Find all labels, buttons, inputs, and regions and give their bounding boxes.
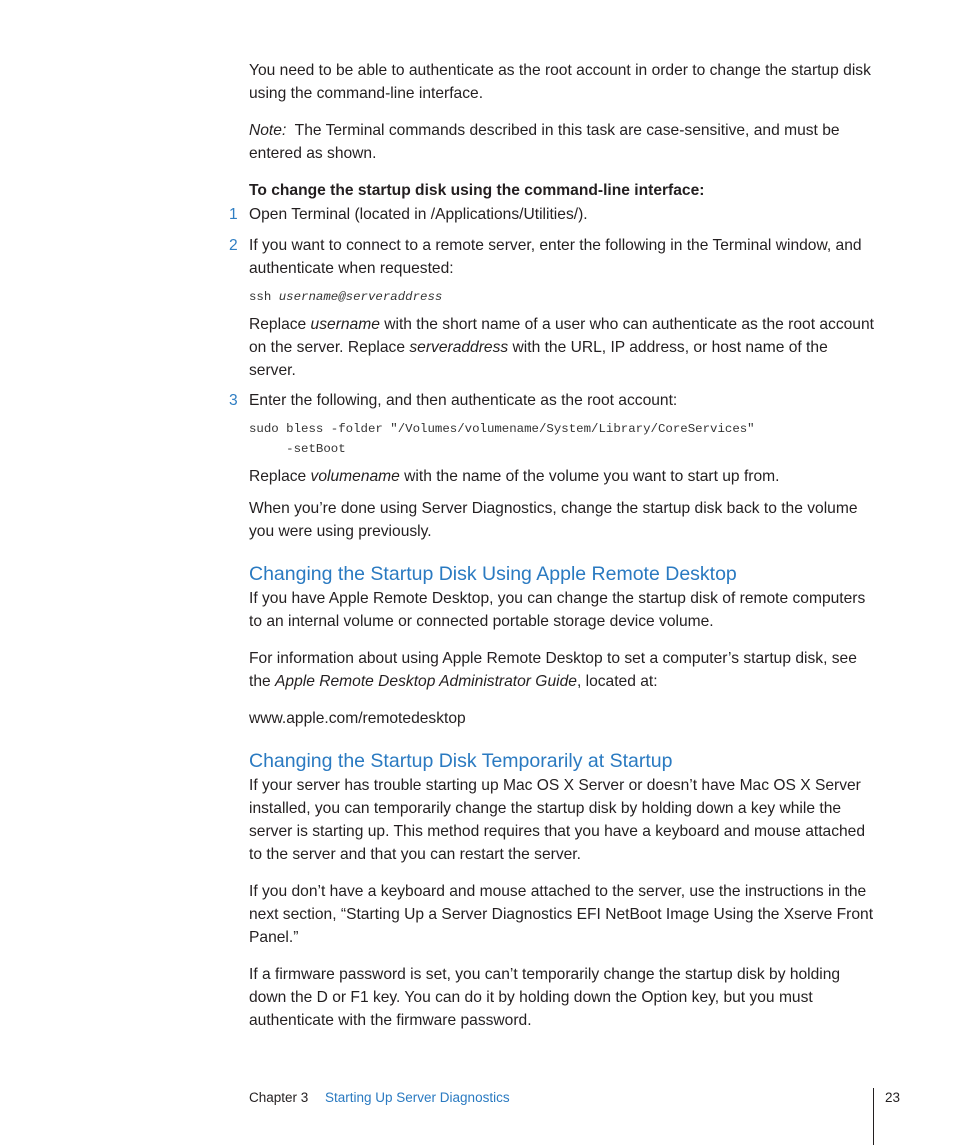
step-number: 1 (229, 206, 238, 223)
step-number: 3 (229, 392, 238, 409)
temporary-startup-paragraph-1: If your server has trouble starting up Mac OS X Server or doesn’t have Mac OS X Server installed, you can temporarily change the startup disk by holding down a key while the server is starting up. This method requires that you have a keyboard and mouse attached to the server and that you can restart the server. (249, 777, 866, 863)
remote-desktop-paragraph-2: For information about using Apple Remote Desktop to set a computer’s startup disk, see the Apple Remote Desktop Administrator Guide, located at: (249, 650, 857, 690)
step-text: Enter the following, and then authenticate as the root account: (249, 392, 678, 409)
replace-volume-paragraph: Replace volumename with the name of the volume you want to start up from. (249, 468, 780, 485)
step-text: If you want to connect to a remote server, enter the following in the Terminal window, and authenticate when requested: (249, 237, 862, 277)
footer-divider (873, 1088, 874, 1145)
remote-desktop-paragraph-1: If you have Apple Remote Desktop, you can change the startup disk of remote computers to an internal volume or connected portable storage device volume. (249, 590, 866, 630)
footer-chapter: Chapter 3 (249, 1090, 309, 1105)
step-2 (229, 234, 874, 280)
remote-desktop-url: www.apple.com/remotedesktop (249, 710, 466, 727)
footer-chapter-title: Starting Up Server Diagnostics (325, 1090, 510, 1105)
note-paragraph (249, 119, 874, 165)
replace-username-paragraph: Replace username with the short name of a user who can authenticate as the root account on the server. Replace serveraddress with the URL, IP address, or host name of the server. (249, 316, 874, 379)
note-label: Note: (249, 122, 287, 139)
guide-title: Apple Remote Desktop Administrator Guide (275, 673, 577, 690)
step-1 (229, 203, 874, 226)
bless-command: sudo bless -folder "/Volumes/volumename/System/Library/CoreServices" -setBoot (249, 422, 755, 456)
section-heading-remote-desktop: Changing the Startup Disk Using Apple Remote Desktop (249, 563, 737, 585)
when-done-paragraph: When you’re done using Server Diagnostics, change the startup disk back to the volume you were using previously. (249, 500, 858, 540)
temporary-startup-paragraph-3: If a firmware password is set, you can’t temporarily change the startup disk by holding down the D or F1 key. You can do it by holding down the Option key, but you must authenticate with the firmware password. (249, 966, 841, 1029)
temporary-startup-paragraph-2: If you don’t have a keyboard and mouse attached to the server, use the instructions in the next section, “Starting Up a Server Diagnostics EFI NetBoot Image Using the Xserve Front Panel.” (249, 883, 874, 946)
step-number: 2 (229, 237, 238, 254)
intro-paragraph: You need to be able to authenticate as the root account in order to change the startup disk using the command-line interface. (249, 62, 871, 102)
ssh-argument: username@serveraddress (278, 290, 443, 304)
note-text: The Terminal commands described in this task are case-sensitive, and must be entered as shown. (249, 122, 840, 162)
task-title: To change the startup disk using the command-line interface: (249, 182, 705, 199)
step-text: Open Terminal (located in /Applications/Utilities/). (249, 206, 588, 223)
ssh-command: ssh username@serveraddress (249, 290, 443, 304)
page-number: 23 (885, 1090, 901, 1105)
section-heading-temporary-startup: Changing the Startup Disk Temporarily at Startup (249, 750, 673, 772)
step-3 (229, 389, 874, 412)
